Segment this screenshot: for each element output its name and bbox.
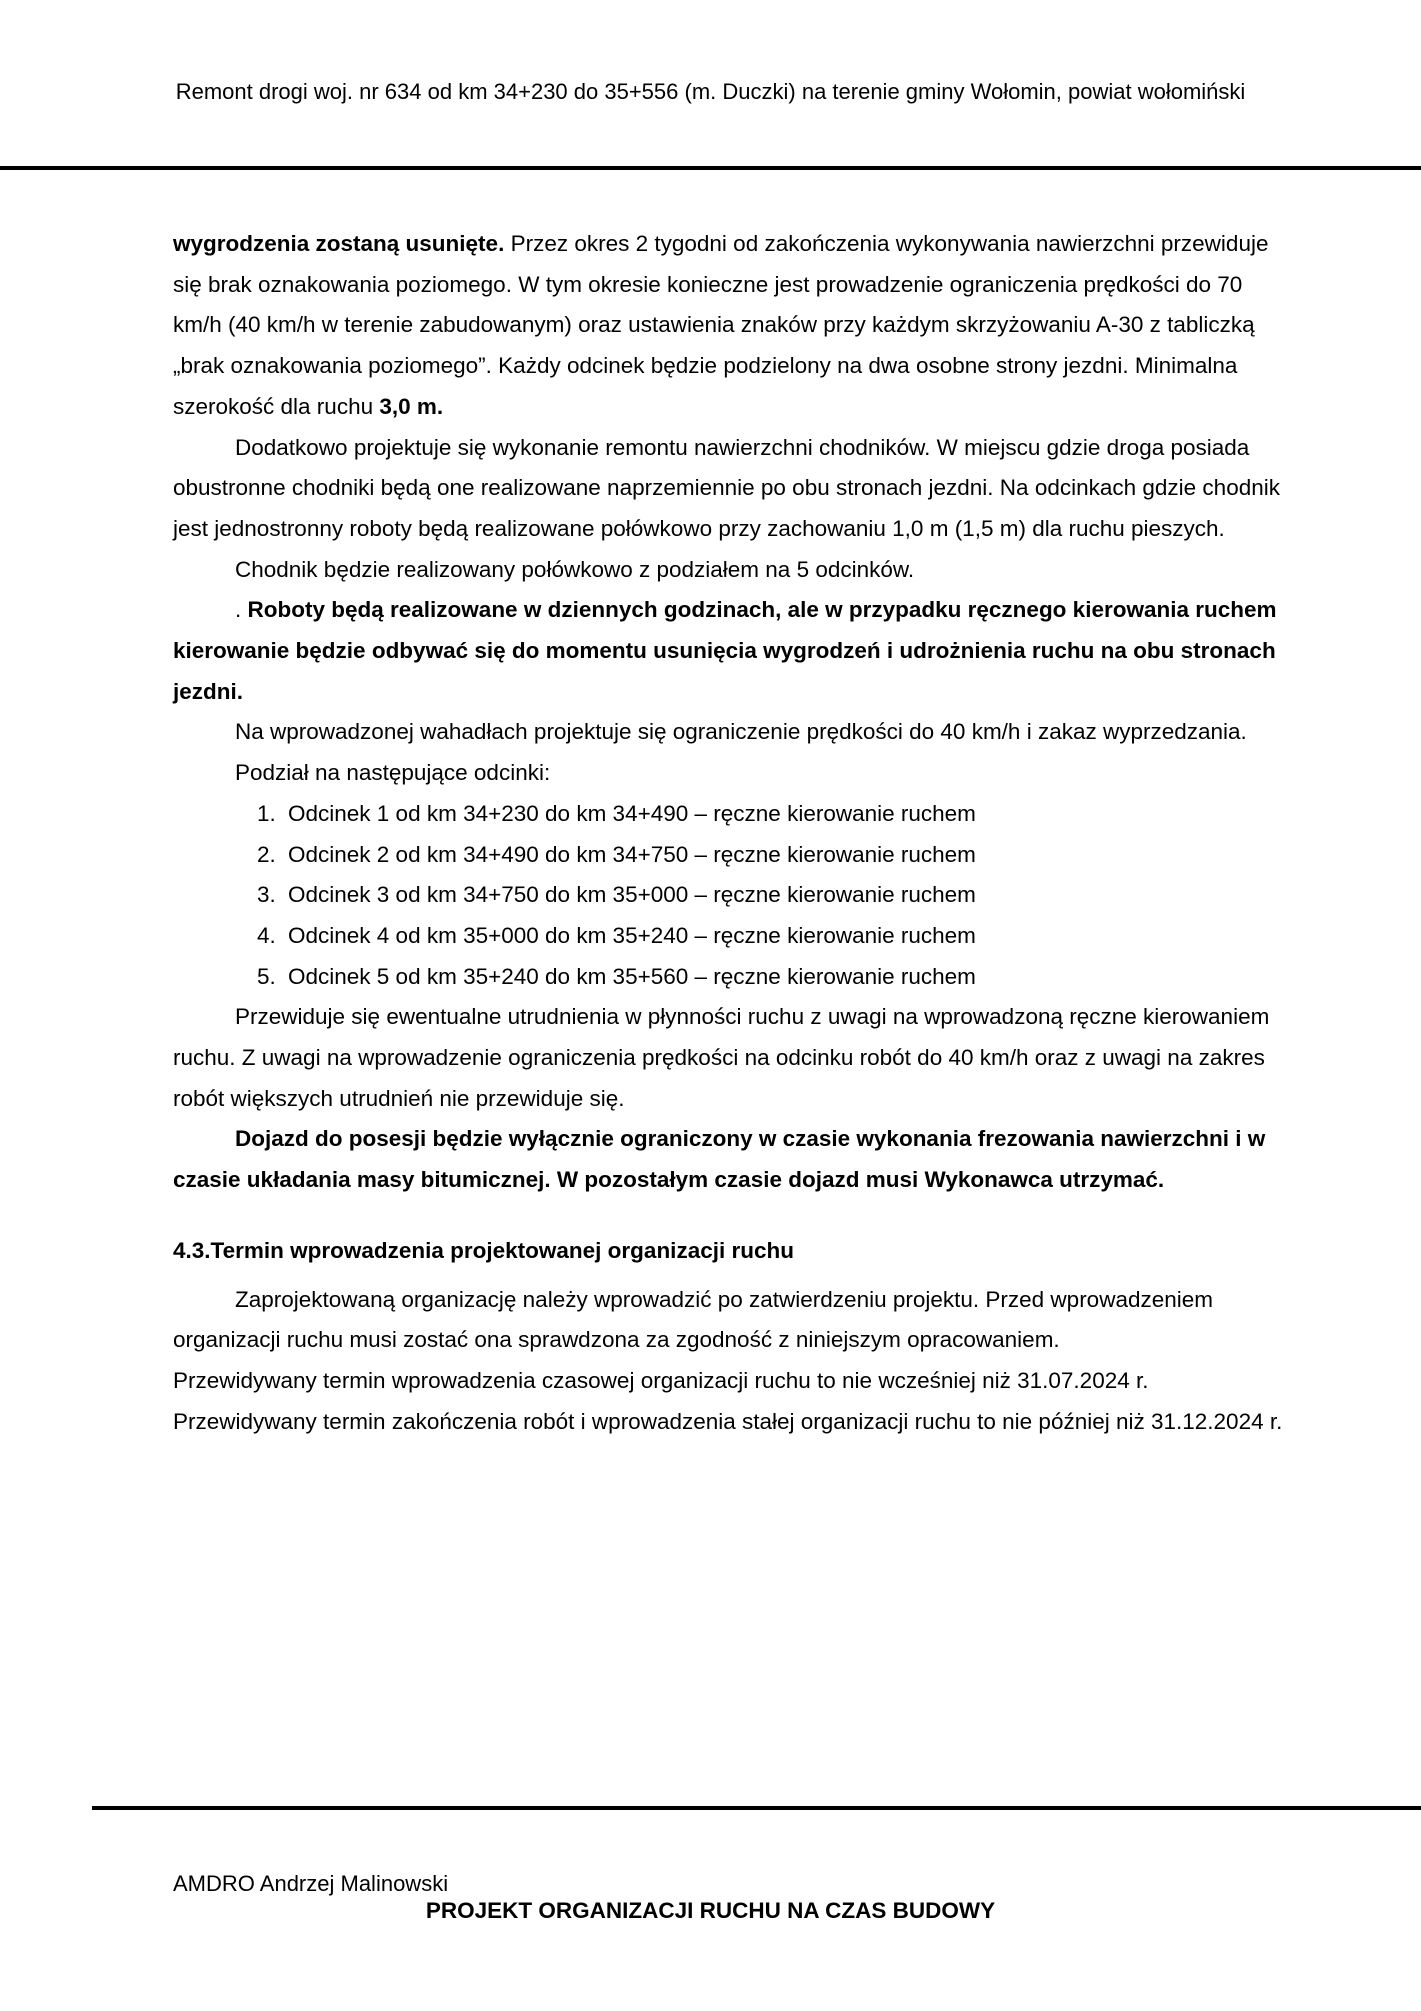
body-paragraph [173, 753, 1285, 794]
document-body [173, 224, 1285, 1442]
body-paragraph [173, 997, 1285, 1119]
list-item-text: Odcinek 5 od km 35+240 do km 35+560 – ręczne kierowanie ruchem [288, 963, 976, 989]
body-paragraph [173, 1402, 1285, 1443]
body-paragraph [173, 428, 1285, 550]
list-item-number: 1. [257, 800, 276, 826]
body-paragraph [173, 1119, 1285, 1200]
list-item-number: 4. [257, 922, 276, 948]
bold-text-run: 3,0 m. [379, 393, 444, 419]
body-paragraph [173, 1280, 1285, 1361]
page-header [173, 76, 1248, 108]
text-run: Dodatkowo projektuje się wykonanie remontu nawierzchni chodników. W miejscu gdzie droga posiada obustronne chodniki będą one realizowane naprzemiennie po obu stronach jezdni. Na odcinkach gdzie chodnik jest jednostronny roboty będą realizowane połówkowo przy zachowaniu 1,0 m (1,5 m) dla ruchu pieszych. [173, 434, 1280, 541]
list-item-text: Odcinek 2 od km 34+490 do km 34+750 – ręczne kierowanie ruchem [288, 841, 976, 867]
body-paragraph [173, 550, 1285, 591]
list-item-text: Odcinek 3 od km 34+750 do km 35+000 – ręczne kierowanie ruchem [288, 882, 976, 908]
text-run: Chodnik będzie realizowany połówkowo z podziałem na 5 odcinków. [235, 556, 915, 582]
bold-text-run: wygrodzenia zostaną usunięte. [173, 231, 505, 256]
numbered-list-item [173, 835, 1285, 876]
bold-text-run: Roboty będą realizowane w dziennych godzinach, ale w przypadku ręcznego kierowania ruchem kierowanie będzie odbywać się do momentu usunięcia wygrodzeń i udrożnienia ruchu na obu stronach jezdni. [173, 597, 1277, 704]
list-item-number: 3. [257, 882, 276, 908]
list-item-text: Odcinek 4 od km 35+000 do km 35+240 – ręczne kierowanie ruchem [288, 922, 976, 948]
text-run: Przewidywany termin zakończenia robót i wprowadzenia stałej organizacji ruchu to nie później niż 31.12.2024 r. [173, 1408, 1283, 1434]
footer-project-title: PROJEKT ORGANIZACJI RUCHU NA CZAS BUDOWY [425, 1898, 996, 1923]
text-run: Przewidywany termin wprowadzenia czasowej organizacji ruchu to nie wcześniej niż 31.07.2024 r. [173, 1367, 1149, 1393]
numbered-list-item [173, 957, 1285, 998]
body-paragraph [173, 1361, 1285, 1402]
body-paragraph [173, 224, 1285, 428]
text-run: Przewiduje się ewentualne utrudnienia w płynności ruchu z uwagi na wprowadzoną ręczne kierowaniem ruchu. Z uwagi na wprowadzenie ograniczenia prędkości na odcinku robót do 40 km/h oraz z uwagi na zakres robót większych utrudnień nie przewiduje się. [173, 1004, 1270, 1111]
numbered-list-item [173, 916, 1285, 957]
section-heading: 4.3.Termin wprowadzenia projektowanej organizacji ruchu [173, 1237, 794, 1263]
header-title: Remont drogi woj. nr 634 od km 34+230 do 35+556 (m. Duczki) na terenie gminy Wołomin, powiat wołomiński [175, 79, 1246, 104]
text-run: Na wprowadzonej wahadłach projektuje się ograniczenie prędkości do 40 km/h i zakaz wyprzedzania. [235, 719, 1247, 745]
footer-company: AMDRO Andrzej Malinowski [173, 1871, 449, 1896]
text-run: Zaprojektowaną organizację należy wprowadzić po zatwierdzeniu projektu. Przed wprowadzeniem organizacji ruchu musi zostać ona sprawdzona za zgodność z niniejszym opracowaniem. [173, 1286, 1214, 1353]
numbered-list-item [173, 875, 1285, 916]
bold-text-run: Dojazd do posesji będzie wyłącznie ograniczony w czasie wykonania frezowania nawierzchni i w czasie układania masy bitumicznej. W pozostałym czasie dojazd musi Wykonawca utrzymać. [173, 1126, 1266, 1193]
body-paragraph [173, 590, 1285, 712]
list-item-number: 5. [257, 963, 276, 989]
numbered-list-item [173, 794, 1285, 835]
header-rule [0, 166, 1421, 170]
list-item-text: Odcinek 1 od km 34+230 do km 34+490 – ręczne kierowanie ruchem [288, 800, 976, 826]
text-run: Podział na następujące odcinki: [235, 760, 551, 786]
text-run: . [235, 597, 248, 623]
footer-rule [92, 1806, 1421, 1810]
list-item-number: 2. [257, 841, 276, 867]
text-run: Przez okres 2 tygodni od zakończenia wykonywania nawierzchni przewiduje się brak oznakowania poziomego. W tym okresie konieczne jest prowadzenie ograniczenia prędkości do 70 km/h (40 km/h w terenie zabudowanym) oraz ustawienia znaków przy każdym skrzyżowaniu A-30 z tabliczką „brak oznakowania poziomego”. Każdy odcinek będzie podzielony na dwa osobne strony jezdni. Minimalna szerokość dla ruchu [173, 231, 1269, 419]
body-paragraph [173, 712, 1285, 753]
